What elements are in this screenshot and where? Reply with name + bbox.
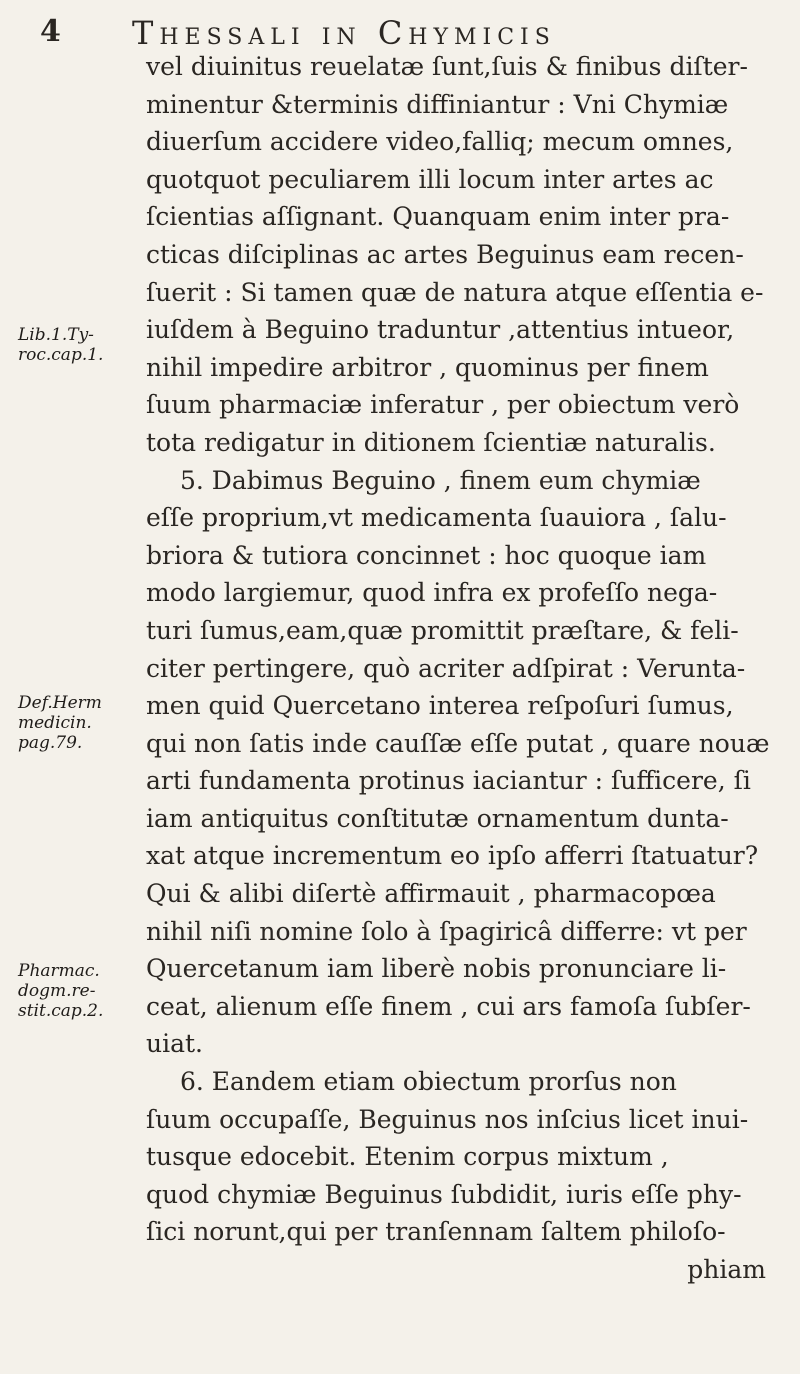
paragraph-start-line: 6. Eandem etiam obiectum prorſus non bbox=[180, 1067, 677, 1097]
text-line: ſuerit : Si tamen quæ de natura atque eſſentia e- bbox=[146, 277, 764, 307]
text-line: ſuum pharmaciæ inferatur , per obiectum verò bbox=[146, 390, 740, 420]
text-line: uiat. bbox=[146, 1029, 203, 1059]
text-line: nihil impedire arbitror , quominus per finem bbox=[146, 352, 709, 382]
text-line: vel diuinitus reuelatæ ſunt,ſuis & finibus diſter- bbox=[146, 52, 748, 81]
text-line: ſcientias aſſignant. Quanquam enim inter pra- bbox=[146, 202, 730, 232]
text-line: nihil niſi nomine ſolo à ſpagiricâ differre: vt per bbox=[146, 916, 747, 946]
text-line: Quercetanum iam liberè nobis pronunciare li- bbox=[146, 954, 727, 984]
margin-note-2: Def.Herm medicin. pag.79. bbox=[18, 693, 102, 753]
paragraph-start-line: 5. Dabimus Beguino , finem eum chymiæ bbox=[180, 465, 701, 495]
text-line: modo largiemur, quod infra ex profeſſo nega- bbox=[146, 578, 718, 608]
text-line: ceat, alienum eſſe finem , cui ars famoſa ſubſer- bbox=[146, 991, 751, 1021]
text-line: iam antiquitus conſtitutæ ornamentum dunta- bbox=[146, 803, 729, 833]
text-line: xat atque incrementum eo ipſo afferri ſtatuatur? bbox=[146, 841, 759, 871]
catchword: phiam bbox=[687, 1255, 766, 1284]
text-line: iuſdem à Beguino traduntur ,attentius intueor, bbox=[146, 315, 735, 345]
text-line: men quid Quercetano interea reſpoſuri ſumus, bbox=[146, 691, 734, 721]
text-line: minentur &terminis diffiniantur : Vni Chymiæ bbox=[146, 89, 729, 119]
text-line: cticas diſciplinas ac artes Beguinus eam recen- bbox=[146, 239, 744, 269]
text-line: tota redigatur in ditionem ſcientiæ naturalis. bbox=[146, 427, 716, 457]
text-line: diuerſum accidere video,falliq; mecum omnes, bbox=[146, 127, 734, 157]
text-line: arti fundamenta protinus iaciantur : ſufficere, ſi bbox=[146, 766, 751, 796]
margin-note-3: Pharmac. dogm.re- stit.cap.2. bbox=[18, 961, 104, 1021]
running-head: Thessali in Chymicis bbox=[132, 14, 556, 52]
text-line: quod chymiæ Beguinus ſubdidit, iuris eſſe phy- bbox=[146, 1179, 742, 1209]
text-line: qui non ſatis inde cauſſæ eſſe putat , quare nouæ bbox=[146, 728, 770, 758]
margin-note-1: Lib.1.Ty- roc.cap.1. bbox=[18, 325, 104, 365]
body-text bbox=[146, 48, 796, 1289]
text-line: quotquot peculiarem illi locum inter artes ac bbox=[146, 164, 714, 194]
text-line: citer pertingere, quò acriter adſpirat : Verunta- bbox=[146, 653, 746, 683]
page-number: 4 bbox=[40, 14, 61, 49]
text-line: ſuum occupaſſe, Beguinus nos inſcius licet inui- bbox=[146, 1104, 749, 1134]
text-line: turi ſumus,eam,quæ promittit præſtare, & feli- bbox=[146, 615, 739, 645]
text-line: briora & tutiora concinnet : hoc quoque iam bbox=[146, 540, 707, 570]
text-line: eſſe proprium,vt medicamenta ſuauiora , ſalu- bbox=[146, 503, 727, 533]
text-line: tusque edocebit. Etenim corpus mixtum , bbox=[146, 1142, 669, 1172]
text-line: Qui & alibi diſertè affirmauit , pharmacopœa bbox=[146, 879, 716, 909]
text-line: ſici norunt,qui per tranſennam ſaltem philoſo- bbox=[146, 1217, 726, 1247]
